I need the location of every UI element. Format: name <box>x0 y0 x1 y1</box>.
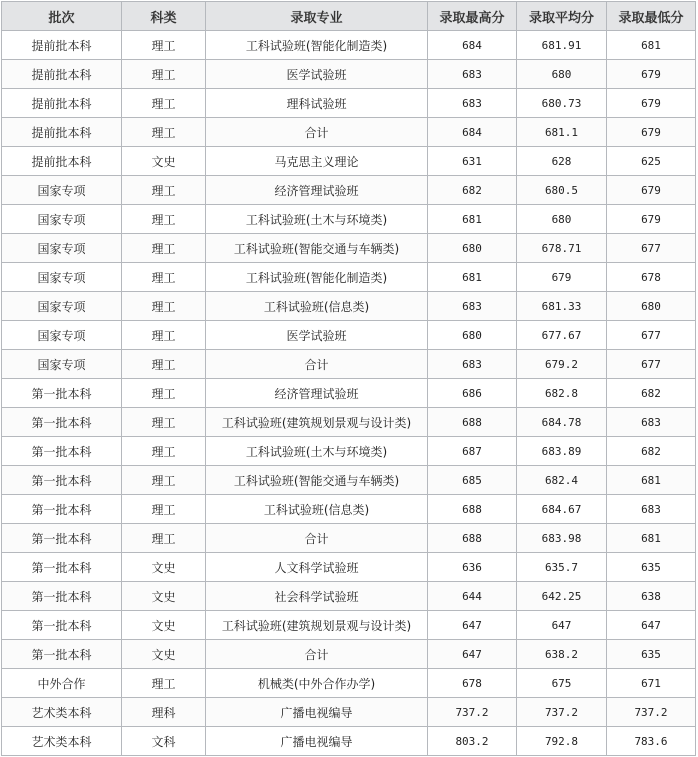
min-score-cell: 679 <box>607 60 696 89</box>
avg-score-cell: 681.1 <box>517 118 607 147</box>
major-cell: 工科试验班(智能化制造类) <box>206 31 428 60</box>
batch-cell: 艺术类本科 <box>2 698 122 727</box>
max-score-cell: 644 <box>428 582 517 611</box>
major-cell: 机械类(中外合作办学) <box>206 669 428 698</box>
major-cell: 工科试验班(建筑规划景观与设计类) <box>206 611 428 640</box>
avg-score-cell: 680 <box>517 205 607 234</box>
table-row <box>2 582 696 611</box>
batch-cell: 第一批本科 <box>2 524 122 553</box>
avg-score-cell: 647 <box>517 611 607 640</box>
subject-category-cell: 文史 <box>122 147 206 176</box>
major-cell: 医学试验班 <box>206 321 428 350</box>
subject-category-cell: 理工 <box>122 234 206 263</box>
min-score-cell: 681 <box>607 524 696 553</box>
batch-cell: 第一批本科 <box>2 582 122 611</box>
header-avg-score: 录取平均分 <box>517 2 607 31</box>
table-row <box>2 640 696 669</box>
batch-cell: 国家专项 <box>2 205 122 234</box>
batch-cell: 提前批本科 <box>2 89 122 118</box>
avg-score-cell: 679 <box>517 263 607 292</box>
subject-category-cell: 理工 <box>122 176 206 205</box>
min-score-cell: 679 <box>607 89 696 118</box>
max-score-cell: 687 <box>428 437 517 466</box>
subject-category-cell: 文科 <box>122 727 206 756</box>
subject-category-cell: 理工 <box>122 466 206 495</box>
major-cell: 工科试验班(信息类) <box>206 292 428 321</box>
min-score-cell: 677 <box>607 350 696 379</box>
subject-category-cell: 理工 <box>122 205 206 234</box>
batch-cell: 提前批本科 <box>2 147 122 176</box>
major-cell: 经济管理试验班 <box>206 379 428 408</box>
major-cell: 广播电视编导 <box>206 698 428 727</box>
batch-cell: 提前批本科 <box>2 60 122 89</box>
table-row <box>2 292 696 321</box>
batch-cell: 第一批本科 <box>2 553 122 582</box>
min-score-cell: 647 <box>607 611 696 640</box>
avg-score-cell: 635.7 <box>517 553 607 582</box>
max-score-cell: 682 <box>428 176 517 205</box>
table-row <box>2 147 696 176</box>
subject-category-cell: 理工 <box>122 89 206 118</box>
avg-score-cell: 792.8 <box>517 727 607 756</box>
header-max-score: 录取最高分 <box>428 2 517 31</box>
batch-cell: 国家专项 <box>2 292 122 321</box>
major-cell: 理科试验班 <box>206 89 428 118</box>
batch-cell: 国家专项 <box>2 176 122 205</box>
batch-cell: 提前批本科 <box>2 31 122 60</box>
subject-category-cell: 理工 <box>122 321 206 350</box>
subject-category-cell: 理工 <box>122 437 206 466</box>
major-cell: 人文科学试验班 <box>206 553 428 582</box>
table-row <box>2 408 696 437</box>
min-score-cell: 683 <box>607 495 696 524</box>
table-row <box>2 437 696 466</box>
subject-category-cell: 理工 <box>122 263 206 292</box>
admission-score-table <box>1 1 696 756</box>
max-score-cell: 647 <box>428 640 517 669</box>
header-min-score: 录取最低分 <box>607 2 696 31</box>
min-score-cell: 681 <box>607 31 696 60</box>
avg-score-cell: 681.33 <box>517 292 607 321</box>
batch-cell: 国家专项 <box>2 321 122 350</box>
batch-cell: 第一批本科 <box>2 640 122 669</box>
batch-cell: 中外合作 <box>2 669 122 698</box>
subject-category-cell: 文史 <box>122 553 206 582</box>
batch-cell: 第一批本科 <box>2 611 122 640</box>
batch-cell: 提前批本科 <box>2 118 122 147</box>
subject-category-cell: 理工 <box>122 495 206 524</box>
batch-cell: 第一批本科 <box>2 437 122 466</box>
batch-cell: 国家专项 <box>2 350 122 379</box>
min-score-cell: 783.6 <box>607 727 696 756</box>
avg-score-cell: 684.67 <box>517 495 607 524</box>
subject-category-cell: 理工 <box>122 118 206 147</box>
table-row <box>2 379 696 408</box>
min-score-cell: 682 <box>607 437 696 466</box>
avg-score-cell: 683.89 <box>517 437 607 466</box>
table-row <box>2 553 696 582</box>
min-score-cell: 679 <box>607 205 696 234</box>
table-row <box>2 31 696 60</box>
header-row <box>2 2 696 31</box>
min-score-cell: 625 <box>607 147 696 176</box>
avg-score-cell: 638.2 <box>517 640 607 669</box>
avg-score-cell: 680.73 <box>517 89 607 118</box>
header-subject-category: 科类 <box>122 2 206 31</box>
avg-score-cell: 680 <box>517 60 607 89</box>
table-row <box>2 495 696 524</box>
table-row <box>2 205 696 234</box>
max-score-cell: 678 <box>428 669 517 698</box>
major-cell: 合计 <box>206 640 428 669</box>
table-row <box>2 321 696 350</box>
max-score-cell: 688 <box>428 408 517 437</box>
major-cell: 工科试验班(智能化制造类) <box>206 263 428 292</box>
max-score-cell: 684 <box>428 118 517 147</box>
subject-category-cell: 理工 <box>122 379 206 408</box>
max-score-cell: 681 <box>428 263 517 292</box>
subject-category-cell: 理工 <box>122 60 206 89</box>
max-score-cell: 683 <box>428 89 517 118</box>
major-cell: 工科试验班(土木与环境类) <box>206 205 428 234</box>
subject-category-cell: 理工 <box>122 292 206 321</box>
subject-category-cell: 文史 <box>122 611 206 640</box>
major-cell: 工科试验班(建筑规划景观与设计类) <box>206 408 428 437</box>
max-score-cell: 803.2 <box>428 727 517 756</box>
min-score-cell: 671 <box>607 669 696 698</box>
major-cell: 工科试验班(信息类) <box>206 495 428 524</box>
min-score-cell: 679 <box>607 176 696 205</box>
max-score-cell: 737.2 <box>428 698 517 727</box>
major-cell: 工科试验班(土木与环境类) <box>206 437 428 466</box>
major-cell: 医学试验班 <box>206 60 428 89</box>
major-cell: 工科试验班(智能交通与车辆类) <box>206 466 428 495</box>
min-score-cell: 737.2 <box>607 698 696 727</box>
min-score-cell: 635 <box>607 553 696 582</box>
min-score-cell: 677 <box>607 234 696 263</box>
max-score-cell: 688 <box>428 495 517 524</box>
subject-category-cell: 理工 <box>122 524 206 553</box>
subject-category-cell: 理工 <box>122 31 206 60</box>
subject-category-cell: 文史 <box>122 582 206 611</box>
min-score-cell: 680 <box>607 292 696 321</box>
avg-score-cell: 628 <box>517 147 607 176</box>
batch-cell: 国家专项 <box>2 263 122 292</box>
max-score-cell: 631 <box>428 147 517 176</box>
avg-score-cell: 681.91 <box>517 31 607 60</box>
table-row <box>2 466 696 495</box>
avg-score-cell: 682.8 <box>517 379 607 408</box>
table-row <box>2 350 696 379</box>
table-row <box>2 89 696 118</box>
table-row <box>2 234 696 263</box>
min-score-cell: 679 <box>607 118 696 147</box>
header-batch: 批次 <box>2 2 122 31</box>
max-score-cell: 647 <box>428 611 517 640</box>
avg-score-cell: 675 <box>517 669 607 698</box>
table-row <box>2 524 696 553</box>
avg-score-cell: 642.25 <box>517 582 607 611</box>
avg-score-cell: 684.78 <box>517 408 607 437</box>
min-score-cell: 681 <box>607 466 696 495</box>
max-score-cell: 680 <box>428 234 517 263</box>
max-score-cell: 636 <box>428 553 517 582</box>
table-body <box>2 31 696 756</box>
major-cell: 马克思主义理论 <box>206 147 428 176</box>
avg-score-cell: 679.2 <box>517 350 607 379</box>
subject-category-cell: 理工 <box>122 350 206 379</box>
avg-score-cell: 682.4 <box>517 466 607 495</box>
avg-score-cell: 677.67 <box>517 321 607 350</box>
table-header <box>2 2 696 31</box>
min-score-cell: 638 <box>607 582 696 611</box>
batch-cell: 艺术类本科 <box>2 727 122 756</box>
table-row <box>2 611 696 640</box>
max-score-cell: 683 <box>428 292 517 321</box>
avg-score-cell: 683.98 <box>517 524 607 553</box>
avg-score-cell: 737.2 <box>517 698 607 727</box>
table-row <box>2 176 696 205</box>
header-major: 录取专业 <box>206 2 428 31</box>
max-score-cell: 686 <box>428 379 517 408</box>
batch-cell: 第一批本科 <box>2 379 122 408</box>
major-cell: 合计 <box>206 350 428 379</box>
min-score-cell: 683 <box>607 408 696 437</box>
min-score-cell: 635 <box>607 640 696 669</box>
table-row <box>2 727 696 756</box>
table-row <box>2 669 696 698</box>
max-score-cell: 685 <box>428 466 517 495</box>
table-row <box>2 60 696 89</box>
max-score-cell: 680 <box>428 321 517 350</box>
avg-score-cell: 678.71 <box>517 234 607 263</box>
major-cell: 工科试验班(智能交通与车辆类) <box>206 234 428 263</box>
max-score-cell: 683 <box>428 60 517 89</box>
subject-category-cell: 理工 <box>122 408 206 437</box>
min-score-cell: 682 <box>607 379 696 408</box>
table-row <box>2 263 696 292</box>
batch-cell: 国家专项 <box>2 234 122 263</box>
max-score-cell: 684 <box>428 31 517 60</box>
batch-cell: 第一批本科 <box>2 466 122 495</box>
table-row <box>2 698 696 727</box>
max-score-cell: 683 <box>428 350 517 379</box>
avg-score-cell: 680.5 <box>517 176 607 205</box>
major-cell: 广播电视编导 <box>206 727 428 756</box>
table-row <box>2 118 696 147</box>
major-cell: 合计 <box>206 118 428 147</box>
subject-category-cell: 理工 <box>122 669 206 698</box>
max-score-cell: 688 <box>428 524 517 553</box>
batch-cell: 第一批本科 <box>2 408 122 437</box>
min-score-cell: 677 <box>607 321 696 350</box>
subject-category-cell: 理科 <box>122 698 206 727</box>
major-cell: 社会科学试验班 <box>206 582 428 611</box>
max-score-cell: 681 <box>428 205 517 234</box>
subject-category-cell: 文史 <box>122 640 206 669</box>
min-score-cell: 678 <box>607 263 696 292</box>
major-cell: 经济管理试验班 <box>206 176 428 205</box>
major-cell: 合计 <box>206 524 428 553</box>
batch-cell: 第一批本科 <box>2 495 122 524</box>
